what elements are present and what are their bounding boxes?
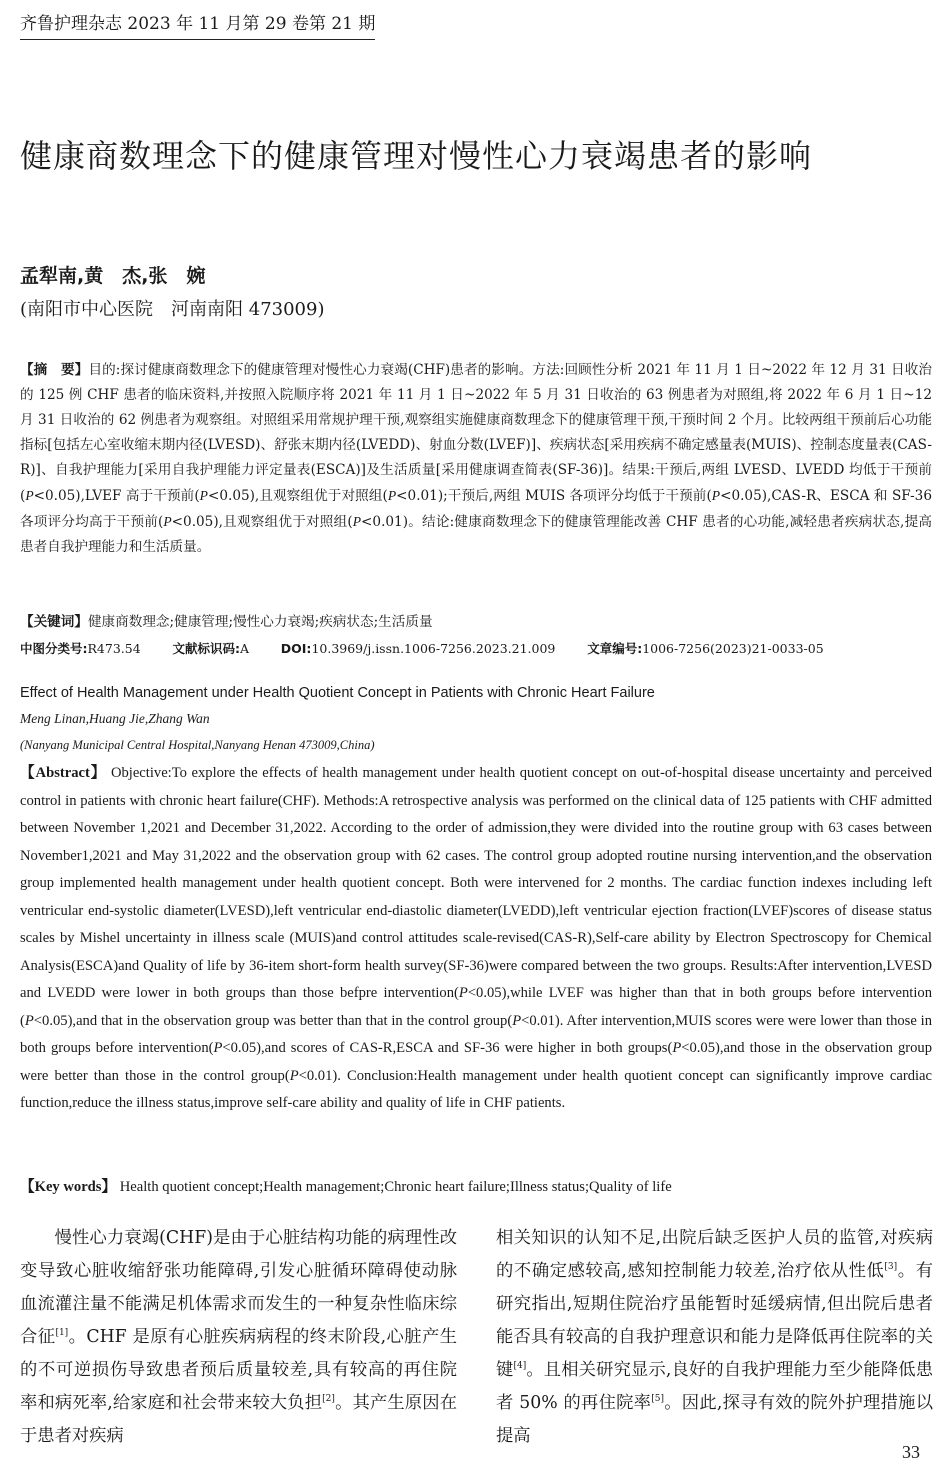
body-text: 。其产生原因在于患者对疾病 (20, 1393, 457, 1446)
abstract-text: <0.01)。结论:健康商数理念下的健康管理能改善 CHF 患者的心功能,减轻患者疾病状态,提高患者自我护理能力和生活质量。 (20, 514, 932, 555)
english-title: Effect of Health Management under Health Quotient Concept in Patients with Chronic Heart Failure (20, 685, 655, 701)
body-text: 慢性心力衰竭(CHF)是由于心脏结构功能的病理性改变导致心脏收缩舒张功能障碍,引发心脏循环障碍使动脉血流灌注量不能满足机体需求而发生的一种复杂性临床综合征 (20, 1228, 457, 1347)
abstract-text: <0.01). After intervention,MUIS scores were were lower than those in both groups before intervention( (20, 1012, 933, 1056)
p-symbol: P (711, 488, 721, 503)
english-abstract (20, 760, 932, 1118)
body-column-right (496, 1222, 933, 1453)
doi-value: 10.3969/j.issn.1006-7256.2023.21.009 (311, 641, 556, 656)
doi-label: DOI: (280, 641, 312, 656)
abstract-text: Objective:To explore the effects of health management under health quotient concept on out-of-hospital disease uncertainty and perceived control in patients with chronic heart failure(CHF). Methods:A retrospective analysis was performed on the clinical data of 125 patients with CHF admitted between November 1,2021 and December 31,2022. According to the order of admission,they were divided into the routine group with 63 cases between November1,2021 and May 31,2022 and the observation group with 62 cases. The control group adopted routine nursing intervention,and the observation group implemented health management under health quotient concept. Both were intervened for 2 months. The cardiac function indexes including left ventricular end-systolic diameter(LVESD),left ventricular end-diastolic diameter(LVEDD),left ventricular ejection fraction(LVEF)scores of disease status scales by Mishel uncertainty in illness scale (MUIS)and control attitudes scale-revised(CAS-R),Self-care ability by Electron Spectroscopy for Chemical Analysis(ESCA)and Quality of life by 36-item short-form health survey(SF-36)were compared between the two groups. Results:After intervention,LVESD and LVEDD were lower in both groups than those befpre intervention( (20, 765, 932, 1001)
english-keywords (20, 1176, 672, 1198)
doc-code-value: A (239, 641, 249, 656)
citation-ref: [5] (651, 1394, 664, 1405)
abstract-text: <0.05),and those in the observation group were better than those in the control group( (20, 1040, 932, 1084)
p-symbol: P (24, 1012, 34, 1029)
p-symbol: P (458, 985, 468, 1001)
body-text: 相关知识的认知不足,出院后缺乏医护人员的监管,对疾病的不确定感较高,感知控制能力较差,治疗依从性低 (496, 1228, 933, 1281)
citation-ref: [3] (884, 1262, 898, 1273)
citation-ref: [1] (55, 1328, 69, 1339)
citation-ref: [2] (322, 1394, 335, 1405)
body-text: 。有研究指出,短期住院治疗虽能暂时延缓病情,但出院后患者能否具有较高的自我护理意识和能力是降低再住院率的关键 (496, 1261, 933, 1380)
abstract-text: 目的:探讨健康商数理念下的健康管理对慢性心力衰竭(CHF)患者的影响。方法:回顾性分析 2021 年 11 月 1 日~2022 年 12 月 31 日收治的 125 例 CHF 患者的临床资料,并按照入院顺序将 2021 年 11 月 1 日~2022 年 5 月 31 日收治的 63 例患者为对照组,将 2022 年 6 月 1 日~12 月 31 日收治的 62 例患者为观察组。对照组采用常规护理干预,观察组实施健康商数理念下的健康管理干预,干预时间 2 个月。比较两组干预前后心功能指标[包括左心室收缩末期内径(LVESD)、舒张末期内径(LVEDD)、射血分数(LVEF)]、疾病状态[采用疾病不确定感量表(MUIS)、控制态度量表(CAS-R)]、自我护理能力[采用自我护理能力评定量表(ESCA)]及生活质量[采用健康调查简表(SF-36)]。结果:干预后,两组 LVESD、LVEDD 均低于干预前( (20, 362, 932, 504)
abstract-text: <0.05),and scores of CAS-R,ESCA and SF-36 were higher in both groups( (222, 1040, 673, 1056)
english-affiliation: (Nanyang Municipal Central Hospital,Nanyang Henan 473009,China) (20, 738, 375, 752)
article-number-value: 1006-7256(2023)21-0033-05 (642, 641, 824, 656)
article-meta (20, 639, 824, 659)
keywords-text: 健康商数理念;健康管理;慢性心力衰竭;疾病状态;生活质量 (87, 614, 433, 630)
abstract-label: 【摘 要】 (20, 362, 89, 378)
english-authors: Meng Linan,Huang Jie,Zhang Wan (20, 711, 210, 726)
chinese-abstract (20, 358, 932, 560)
p-symbol: P (213, 1040, 223, 1056)
body-text: 。且相关研究显示,良好的自我护理能力至少能降低患者 50% 的再住院率 (496, 1360, 933, 1413)
doc-code-label: 文献标识码: (172, 641, 240, 656)
body-column-left (20, 1222, 457, 1453)
p-symbol: P (352, 514, 362, 529)
abstract-text: <0.05),且观察组优于对照组( (207, 488, 388, 504)
journal-header: 齐鲁护理杂志 2023 年 11 月第 29 卷第 21 期 (20, 12, 375, 40)
p-symbol: P (199, 488, 208, 503)
abstract-label: 【Abstract】 (20, 765, 107, 781)
p-symbol: P (25, 488, 34, 503)
abstract-text: <0.05),LVEF 高于干预前( (33, 488, 200, 504)
clc-value: R473.54 (87, 641, 141, 656)
body-text: 。CHF 是原有心脏疾病病程的终末阶段,心脏产生的不可逆损伤导致患者预后质量较差,具有较高的再住院率和病死率,给家庭和社会带来较大负担 (20, 1327, 457, 1413)
chinese-keywords (20, 610, 932, 634)
p-symbol: P (163, 514, 172, 529)
p-symbol: P (387, 488, 397, 503)
authors: 孟犁南,黄 杰,张 婉 (20, 265, 206, 287)
article-title: 健康商数理念下的健康管理对慢性心力衰竭患者的影响 (20, 137, 813, 175)
abstract-text: <0.05),and that in the observation group was better than that in the control group( (33, 1012, 513, 1029)
abstract-text: <0.01);干预后,两组 MUIS 各项评分均低于干预前( (396, 488, 712, 504)
citation-ref: [4] (513, 1361, 527, 1372)
keywords-label: 【Key words】 (20, 1179, 117, 1195)
p-symbol: P (289, 1067, 299, 1084)
abstract-text: <0.01). Conclusion:Health management under health quotient concept can significantly improve cardiac function,reduce the illness status,improve self-care ability and quality of life in CHF patients. (20, 1067, 932, 1111)
affiliation: (南阳市中心医院 河南南阳 473009) (20, 299, 325, 320)
p-symbol: P (672, 1040, 682, 1056)
abstract-text: <0.05),CAS-R、ESCA 和 SF-36 各项评分均高于干预前( (20, 488, 932, 530)
abstract-text: <0.05),且观察组优于对照组( (171, 514, 353, 530)
body-text: 。因此,探寻有效的院外护理措施以提高 (496, 1393, 933, 1446)
keywords-label: 【关键词】 (20, 614, 88, 630)
clc-label: 中图分类号: (20, 641, 88, 656)
keywords-text: Health quotient concept;Health management;Chronic heart failure;Illness status;Quality of life (119, 1179, 672, 1195)
abstract-text: <0.05),while LVEF was higher than that in both groups before intervention ( (20, 985, 932, 1029)
page-number: 33 (902, 1442, 920, 1462)
article-number-label: 文章编号: (587, 641, 643, 656)
p-symbol: P (512, 1012, 522, 1029)
